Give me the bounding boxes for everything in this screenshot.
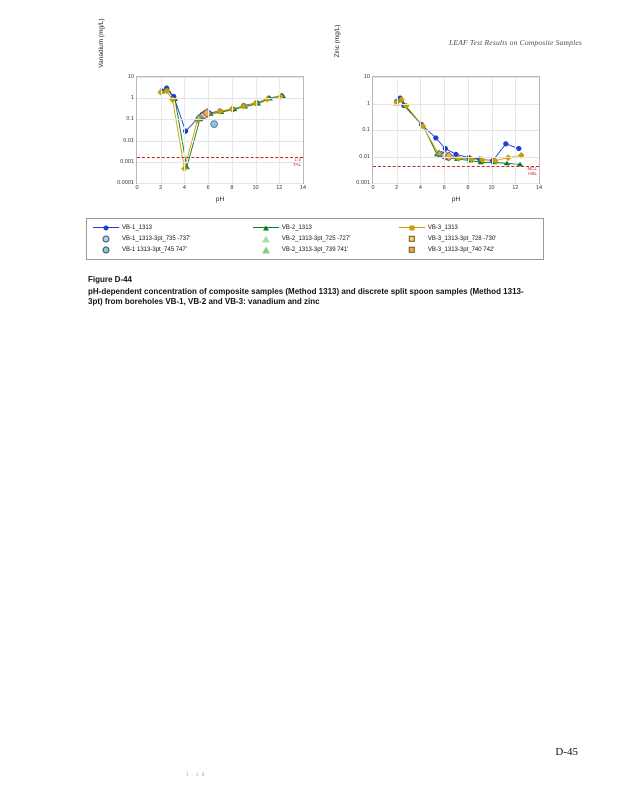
x-gridline bbox=[279, 77, 280, 183]
limit-label-text: MCL bbox=[527, 166, 537, 172]
y-gridline bbox=[373, 77, 539, 78]
x-gridline bbox=[161, 77, 162, 183]
running-header: LEAF Test Results on Composite Samples bbox=[449, 38, 582, 47]
x-axis-tick-label: 0 bbox=[371, 185, 375, 191]
legend-row bbox=[93, 223, 537, 232]
x-axis-tick-label: 0 bbox=[135, 185, 139, 191]
x-axis-tick-label: 2 bbox=[395, 185, 399, 191]
legend-marker-icon bbox=[253, 223, 279, 232]
y-axis-tick-label: 10 bbox=[127, 74, 134, 80]
y-axis-tick-label: 1 bbox=[366, 100, 370, 107]
x-axis-tick-label: 2 bbox=[159, 185, 163, 191]
legend-item-label: VB-3_1313 bbox=[427, 224, 458, 231]
y-axis-tick-label: 0.001 bbox=[120, 158, 134, 165]
y-gridline bbox=[137, 77, 303, 78]
x-axis-tick-label: 6 bbox=[206, 185, 210, 191]
data-point-marker bbox=[518, 152, 524, 158]
chart-zinc-plot-area bbox=[356, 74, 543, 191]
y-gridline bbox=[137, 141, 303, 142]
x-gridline bbox=[184, 77, 185, 183]
legend-item-label: VB-2_1313 bbox=[281, 224, 312, 231]
legend-marker-icon bbox=[93, 223, 119, 232]
legend-row bbox=[93, 245, 537, 254]
legend-item[interactable] bbox=[399, 234, 537, 243]
y-axis-tick-label: 10 bbox=[363, 74, 370, 80]
chart-vanadium-plot-area bbox=[117, 74, 307, 191]
legend-item[interactable] bbox=[253, 223, 399, 232]
figure-caption-text: pH-dependent concentration of composite samples (Method 1313) and discrete split spoon samples (Method 1313-3pt) from boreholes VB-1, VB-2 and VB-3: vanadium and zinc bbox=[88, 286, 524, 307]
legend-item[interactable] bbox=[253, 234, 399, 243]
legend-item[interactable] bbox=[399, 245, 537, 254]
x-gridline bbox=[232, 77, 233, 183]
legend-item-label: VB-1_1313 bbox=[122, 224, 153, 231]
y-gridline bbox=[137, 183, 303, 184]
legend-marker-icon bbox=[399, 234, 425, 243]
footer-note: J - 2 8 bbox=[186, 773, 206, 778]
x-axis-tick-label: 8 bbox=[230, 185, 234, 191]
legend-marker-icon bbox=[93, 245, 119, 254]
legend-item[interactable] bbox=[93, 245, 253, 254]
chart-vanadium bbox=[98, 18, 317, 210]
y-gridline bbox=[373, 104, 539, 105]
limit-label-text: TAL bbox=[293, 162, 301, 168]
chart-vanadium-series-layer bbox=[137, 77, 303, 183]
y-axis-tick-label: 0.0001 bbox=[117, 180, 134, 186]
y-axis-tick-label: 0.1 bbox=[362, 127, 370, 133]
figure-number: Figure D-44 bbox=[88, 275, 133, 284]
figure-caption bbox=[88, 275, 528, 308]
x-axis-tick-label: 12 bbox=[512, 185, 519, 191]
legend-item[interactable] bbox=[93, 223, 253, 232]
limit-label-text: L-2 bbox=[294, 157, 301, 163]
legend-item-label: VB-3_1313-3pt_740 742' bbox=[427, 246, 495, 253]
y-axis-tick-label: 1 bbox=[130, 95, 134, 102]
legend-item-label: VB-2_1313-3pt_725 -727' bbox=[281, 235, 351, 242]
chart-vanadium-ylabel: Vanadium (mg/L) bbox=[98, 18, 105, 68]
y-gridline bbox=[373, 130, 539, 131]
limit-label-text: HBL bbox=[528, 171, 537, 177]
legend-row bbox=[93, 234, 537, 243]
legend-item[interactable] bbox=[253, 245, 399, 254]
regulatory-limit-label bbox=[527, 167, 537, 176]
data-point-marker bbox=[503, 141, 508, 146]
legend-item[interactable] bbox=[399, 223, 537, 232]
y-gridline bbox=[137, 119, 303, 120]
legend-item[interactable] bbox=[93, 234, 253, 243]
regulatory-limit-label bbox=[293, 158, 301, 167]
x-axis-tick-label: 8 bbox=[466, 185, 470, 191]
legend-marker-icon bbox=[93, 234, 119, 243]
y-axis-tick-label: 0.1 bbox=[126, 116, 134, 123]
legend-item-label: VB-1_1313-3pt_735 -737' bbox=[122, 235, 191, 242]
y-axis-tick-label: 0.001 bbox=[356, 180, 370, 186]
legend-marker-icon bbox=[399, 223, 425, 232]
regulatory-limit-line bbox=[373, 166, 539, 167]
legend-item-label: VB-3_1313-3pt_728 -730' bbox=[427, 235, 497, 242]
chart-zinc-ylabel: Zinc (mg/L) bbox=[334, 24, 341, 58]
x-gridline bbox=[256, 77, 257, 183]
legend-item-label: VB-2_1313-3pt_739 741' bbox=[281, 246, 349, 253]
chart-legend bbox=[86, 218, 544, 260]
series-line bbox=[162, 90, 283, 167]
page-number: D-45 bbox=[555, 746, 578, 758]
legend-item-label: VB-1 1313-3pt_745 747' bbox=[122, 246, 187, 253]
x-axis-tick-label: 6 bbox=[442, 185, 446, 191]
y-axis-tick-label: 0.01 bbox=[123, 137, 134, 144]
x-gridline bbox=[208, 77, 209, 183]
y-gridline bbox=[373, 183, 539, 184]
y-gridline bbox=[373, 157, 539, 158]
x-axis-tick-label: 4 bbox=[182, 185, 186, 191]
data-point-marker bbox=[211, 121, 218, 128]
x-axis-tick-label: 14 bbox=[299, 185, 307, 191]
regulatory-limit-line bbox=[137, 157, 303, 158]
chart-zinc-xlabel: pH bbox=[451, 196, 461, 203]
legend-marker-icon bbox=[253, 234, 279, 243]
x-axis-tick-label: 12 bbox=[276, 185, 283, 191]
y-gridline bbox=[137, 98, 303, 99]
y-gridline bbox=[137, 162, 303, 163]
data-point-marker bbox=[516, 146, 521, 151]
y-axis-tick-label: 0.01 bbox=[359, 153, 370, 160]
legend-marker-icon bbox=[399, 245, 425, 254]
x-axis-tick-label: 10 bbox=[488, 185, 495, 191]
x-axis-tick-label: 14 bbox=[535, 185, 543, 191]
x-axis-tick-label: 4 bbox=[418, 185, 422, 191]
x-axis-tick-label: 10 bbox=[252, 185, 259, 191]
legend-marker-icon bbox=[253, 245, 279, 254]
data-point-marker bbox=[433, 136, 438, 141]
chart-vanadium-xlabel: pH bbox=[215, 196, 225, 203]
